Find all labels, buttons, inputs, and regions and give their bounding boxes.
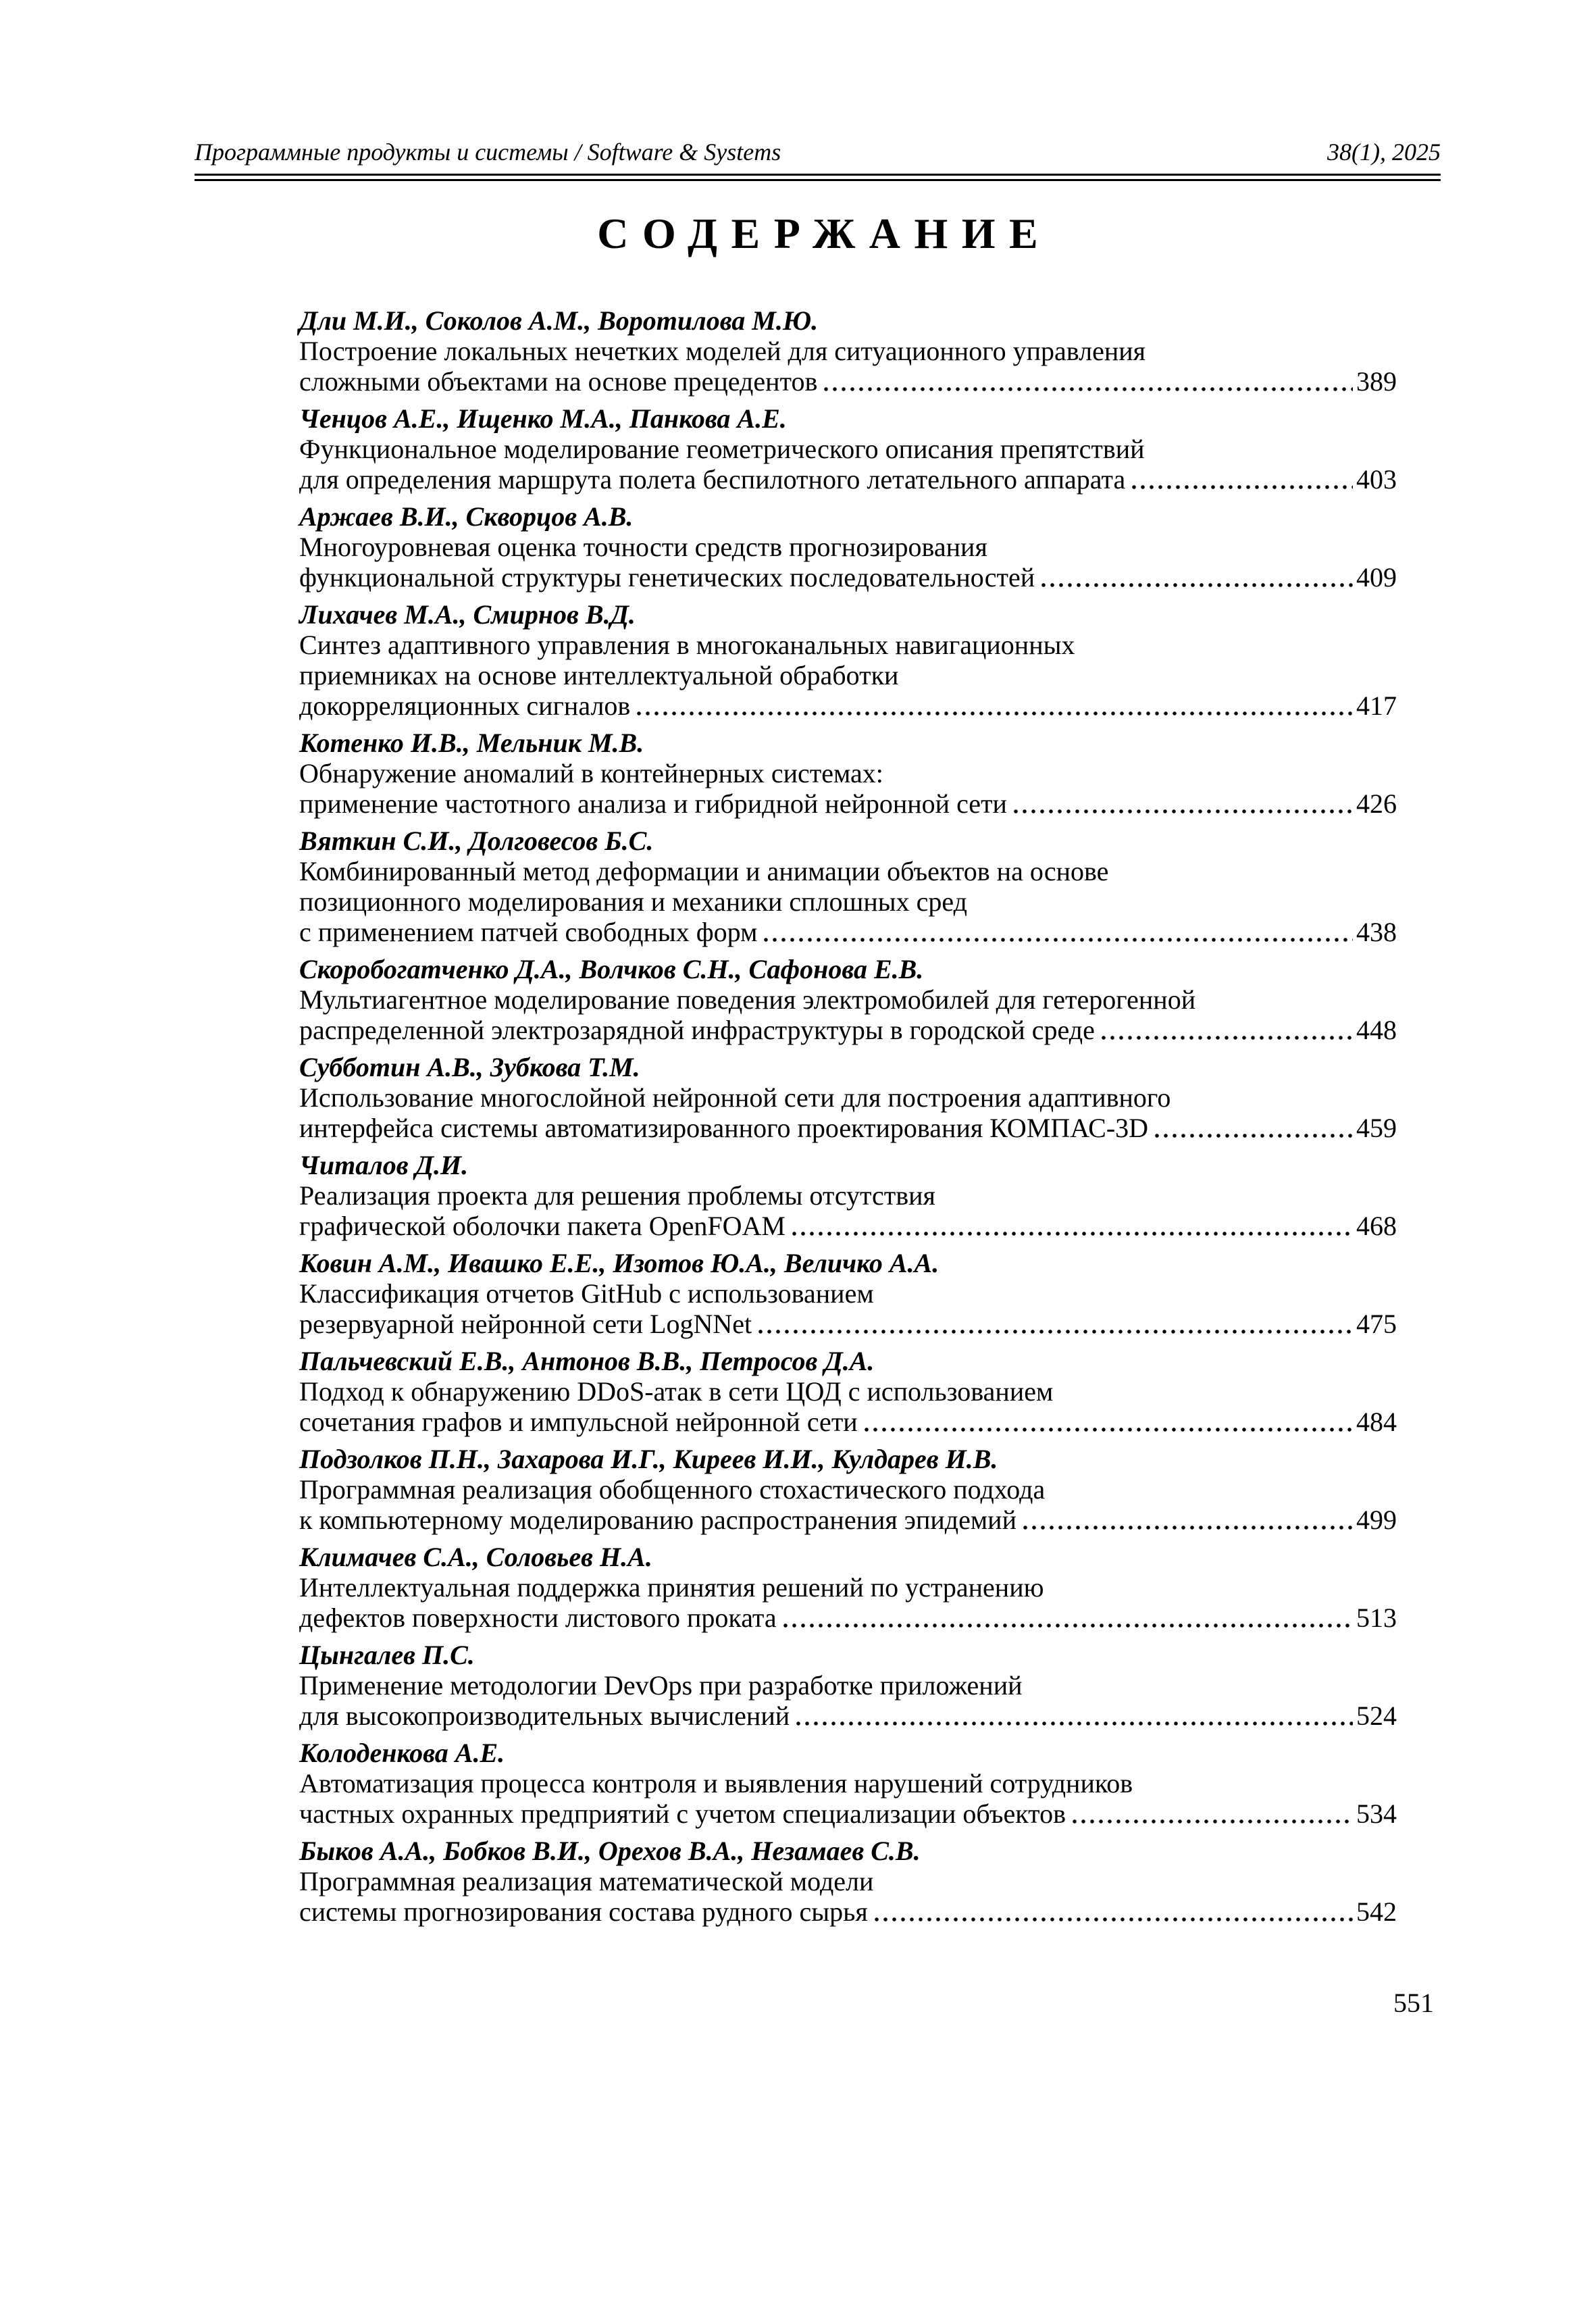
entry-page-number: 389 bbox=[1356, 366, 1397, 397]
toc-entry bbox=[299, 1640, 1397, 1731]
leader-dots bbox=[786, 1211, 1356, 1241]
entry-authors: Скоробогатченко Д.А., Волчков С.Н., Сафонова Е.В. bbox=[299, 954, 924, 984]
entry-title-line: Мультиагентное моделирование поведения электромобилей для гетерогенной bbox=[299, 984, 1196, 1015]
footer-page-number: 551 bbox=[1393, 1988, 1434, 2018]
entry-body bbox=[299, 1670, 1397, 1731]
leader-dots bbox=[868, 1896, 1356, 1927]
entry-title-lastline bbox=[299, 690, 1397, 721]
entry-body bbox=[299, 1278, 1397, 1339]
entry-authors: Быков А.А., Бобков В.И., Орехов В.А., Незамаев С.В. bbox=[299, 1836, 921, 1866]
entry-page-number: 524 bbox=[1356, 1701, 1397, 1731]
entry-body bbox=[299, 1474, 1397, 1535]
leader-dots bbox=[777, 1603, 1356, 1633]
entry-title-line: Использование многослойной нейронной сети для построения адаптивного bbox=[299, 1082, 1171, 1113]
entry-title-text: интерфейса системы автоматизированного проектирования КОМПАС-3D bbox=[299, 1113, 1149, 1143]
entry-body bbox=[299, 630, 1397, 721]
entry-title-lastline bbox=[299, 917, 1397, 947]
entry-title-lastline bbox=[299, 1113, 1397, 1143]
entry-title-text: дефектов поверхности листового проката bbox=[299, 1603, 777, 1633]
page-title: СОДЕРЖАНИЕ bbox=[597, 209, 1052, 257]
entry-title-text: резервуарной нейронной сети LogNNet bbox=[299, 1309, 752, 1339]
entry-title-line: Автоматизация процесса контроля и выявления нарушений сотрудников bbox=[299, 1768, 1133, 1799]
entry-authors: Аржаев В.И., Скворцов А.В. bbox=[299, 501, 634, 532]
toc-entry bbox=[299, 954, 1397, 1045]
entry-body bbox=[299, 1572, 1397, 1633]
entry-authors: Ченцов А.Е., Ищенко М.А., Панкова А.Е. bbox=[299, 403, 787, 434]
entry-body bbox=[299, 1866, 1397, 1927]
entry-body bbox=[299, 532, 1397, 593]
entry-body bbox=[299, 1376, 1397, 1437]
toc-entry bbox=[299, 1836, 1397, 1927]
leader-dots bbox=[757, 917, 1356, 947]
leader-dots bbox=[752, 1309, 1356, 1339]
entry-title-line: Комбинированный метод деформации и анимации объектов на основе bbox=[299, 856, 1109, 886]
entry-body bbox=[299, 434, 1397, 495]
toc-entry bbox=[299, 305, 1397, 397]
leader-dots bbox=[1016, 1505, 1356, 1535]
entry-title-text: сочетания графов и импульсной нейронной сети bbox=[299, 1407, 858, 1437]
toc-entry bbox=[299, 501, 1397, 593]
entry-authors: Подзолков П.Н., Захарова И.Г., Киреев И.И., Кулдарев И.В. bbox=[299, 1444, 998, 1474]
entry-title-line: Программная реализация обобщенного стохастического подхода bbox=[299, 1474, 1046, 1505]
journal-title: Программные продукты и системы / Software & Systems bbox=[195, 139, 781, 166]
entry-authors: Климачев С.А., Соловьев Н.А. bbox=[299, 1542, 652, 1572]
entry-authors: Колоденкова А.Е. bbox=[299, 1738, 505, 1768]
entry-title-lastline bbox=[299, 1603, 1397, 1633]
entry-title-line: позиционного моделирования и механики сплошных сред bbox=[299, 886, 967, 917]
entry-authors: Котенко И.В., Мельник М.В. bbox=[299, 728, 644, 758]
entry-title-line: Синтез адаптивного управления в многоканальных навигационных bbox=[299, 630, 1075, 660]
toc-entry bbox=[299, 1738, 1397, 1829]
entry-title-text: для высокопроизводительных вычислений bbox=[299, 1701, 790, 1731]
entry-page-number: 475 bbox=[1356, 1309, 1397, 1339]
entry-page-number: 409 bbox=[1356, 562, 1397, 593]
entry-title-lastline bbox=[299, 1015, 1397, 1045]
toc-entry bbox=[299, 1052, 1397, 1143]
leader-dots bbox=[630, 690, 1356, 721]
entry-page-number: 484 bbox=[1356, 1407, 1397, 1437]
entry-title-line: Реализация проекта для решения проблемы отсутствия bbox=[299, 1180, 935, 1211]
entry-title-text: системы прогнозирования состава рудного сырья bbox=[299, 1896, 868, 1927]
entry-authors: Вяткин С.И., Долговесов Б.С. bbox=[299, 826, 654, 856]
entry-page-number: 499 bbox=[1356, 1505, 1397, 1535]
entry-page-number: 403 bbox=[1356, 464, 1397, 495]
entry-title-text: сложными объектами на основе прецедентов bbox=[299, 366, 818, 397]
entry-page-number: 513 bbox=[1356, 1603, 1397, 1633]
leader-dots bbox=[1035, 562, 1356, 593]
entry-body bbox=[299, 1180, 1397, 1241]
entry-title-text: к компьютерному моделированию распространения эпидемий bbox=[299, 1505, 1016, 1535]
entry-title-lastline bbox=[299, 1309, 1397, 1339]
entry-page-number: 468 bbox=[1356, 1211, 1397, 1241]
entry-title-text: для определения маршрута полета беспилотного летательного аппарата bbox=[299, 464, 1126, 495]
entry-title-lastline bbox=[299, 1896, 1397, 1927]
entry-page-number: 438 bbox=[1356, 917, 1397, 947]
entry-authors: Дли М.И., Соколов А.М., Воротилова М.Ю. bbox=[299, 305, 819, 336]
entry-authors: Читалов Д.И. bbox=[299, 1150, 469, 1180]
entry-title-lastline bbox=[299, 1407, 1397, 1437]
entry-title-line: Классификация отчетов GitHub с использованием bbox=[299, 1278, 874, 1309]
header-double-rule bbox=[195, 174, 1441, 181]
entry-page-number: 542 bbox=[1356, 1896, 1397, 1927]
entry-page-number: 417 bbox=[1356, 690, 1397, 721]
entry-body bbox=[299, 984, 1397, 1045]
toc-entries bbox=[299, 305, 1397, 1927]
entry-title-text: применение частотного анализа и гибридной нейронной сети bbox=[299, 788, 1007, 819]
entry-title-text: частных охранных предприятий с учетом специализации объектов bbox=[299, 1799, 1066, 1829]
leader-dots bbox=[1007, 788, 1356, 819]
entry-title-text: докорреляционных сигналов bbox=[299, 690, 631, 721]
entry-authors: Цынгалев П.С. bbox=[299, 1640, 475, 1670]
toc-entry bbox=[299, 826, 1397, 947]
entry-title-line: Применение методологии DevOps при разработке приложений bbox=[299, 1670, 1023, 1701]
leader-dots bbox=[817, 366, 1356, 397]
leader-dots bbox=[1095, 1015, 1356, 1045]
entry-body bbox=[299, 1082, 1397, 1143]
entry-title-line: приемниках на основе интеллектуальной обработки bbox=[299, 660, 899, 690]
entry-title-text: функциональной структуры генетических последовательностей bbox=[299, 562, 1035, 593]
entry-title-lastline bbox=[299, 788, 1397, 819]
leader-dots bbox=[790, 1701, 1356, 1731]
entry-page-number: 534 bbox=[1356, 1799, 1397, 1829]
entry-title-line: Интеллектуальная поддержка принятия решений по устранению bbox=[299, 1572, 1044, 1603]
entry-title-lastline bbox=[299, 464, 1397, 495]
entry-title-lastline bbox=[299, 1701, 1397, 1731]
entry-title-lastline bbox=[299, 1505, 1397, 1535]
issue-info: 38(1), 2025 bbox=[1327, 139, 1441, 166]
entry-authors: Ковин А.М., Ивашко Е.Е., Изотов Ю.А., Величко А.А. bbox=[299, 1248, 939, 1278]
toc-entry bbox=[299, 1346, 1397, 1437]
entry-title-line: Многоуровневая оценка точности средств прогнозирования bbox=[299, 532, 987, 562]
entry-title-line: Подход к обнаружению DDoS-атак в сети ЦОД с использованием bbox=[299, 1376, 1054, 1407]
toc-entry bbox=[299, 1150, 1397, 1241]
entry-page-number: 448 bbox=[1356, 1015, 1397, 1045]
entry-body bbox=[299, 856, 1397, 947]
entry-title-lastline bbox=[299, 366, 1397, 397]
entry-title-line: Функциональное моделирование геометрического описания препятствий bbox=[299, 434, 1145, 464]
toc-entry bbox=[299, 1542, 1397, 1633]
running-header bbox=[195, 139, 1441, 166]
entry-body bbox=[299, 758, 1397, 819]
entry-title-text: с применением патчей свободных форм bbox=[299, 917, 758, 947]
entry-title-line: Программная реализация математической модели bbox=[299, 1866, 874, 1896]
entry-authors: Лихачев М.А., Смирнов В.Д. bbox=[299, 599, 636, 630]
toc-entry bbox=[299, 599, 1397, 721]
entry-title-text: графической оболочки пакета OpenFOAM bbox=[299, 1211, 786, 1241]
entry-authors: Субботин А.В., Зубкова Т.М. bbox=[299, 1052, 640, 1082]
entry-title-line: Обнаружение аномалий в контейнерных системах: bbox=[299, 758, 883, 788]
entry-body bbox=[299, 1768, 1397, 1829]
leader-dots bbox=[858, 1407, 1356, 1437]
entry-page-number: 426 bbox=[1356, 788, 1397, 819]
toc-entry bbox=[299, 1248, 1397, 1339]
toc-entry bbox=[299, 728, 1397, 819]
entry-authors: Пальчевский Е.В., Антонов В.В., Петросов Д.А. bbox=[299, 1346, 875, 1376]
entry-title-lastline bbox=[299, 1211, 1397, 1241]
entry-title-text: распределенной электрозарядной инфраструктуры в городской среде bbox=[299, 1015, 1095, 1045]
entry-body bbox=[299, 336, 1397, 397]
leader-dots bbox=[1148, 1113, 1356, 1143]
entry-page-number: 459 bbox=[1356, 1113, 1397, 1143]
toc-entry bbox=[299, 1444, 1397, 1535]
leader-dots bbox=[1066, 1799, 1356, 1829]
entry-title-line: Построение локальных нечетких моделей для ситуационного управления bbox=[299, 336, 1146, 366]
leader-dots bbox=[1125, 464, 1356, 495]
entry-title-lastline bbox=[299, 1799, 1397, 1829]
toc-entry bbox=[299, 403, 1397, 495]
entry-title-lastline bbox=[299, 562, 1397, 593]
